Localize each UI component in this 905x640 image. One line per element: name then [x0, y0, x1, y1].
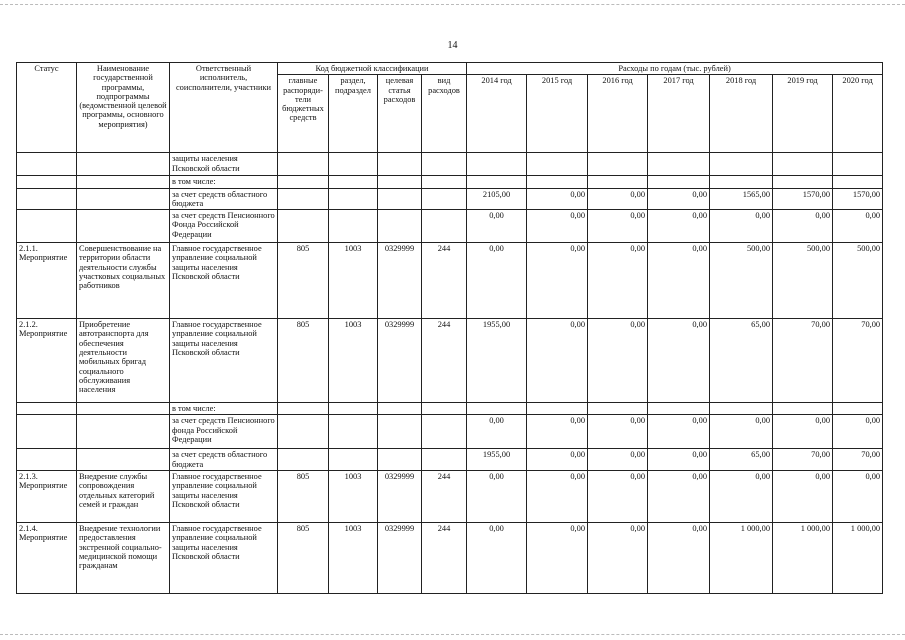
cell-kind	[422, 176, 467, 188]
cell-section	[329, 415, 378, 449]
cell-year-2017: 0,00	[648, 319, 710, 403]
cell-grbs	[278, 176, 329, 188]
cell-executor: за счет средств областного бюджета	[170, 449, 278, 471]
cell-status	[17, 449, 77, 471]
cell-executor: Главное государственное управление социальной защиты населения Псковской области	[170, 319, 278, 403]
cell-year-2016: 0,00	[588, 188, 648, 210]
cell-year-2018: 1 000,00	[710, 523, 773, 594]
table-body	[17, 153, 883, 594]
cell-status: 2.1.4. Мероприятие	[17, 523, 77, 594]
cell-year-2014: 0,00	[467, 523, 527, 594]
cell-year-2016: 0,00	[588, 449, 648, 471]
cell-article	[378, 188, 422, 210]
cell-status	[17, 176, 77, 188]
cell-year-2014: 1955,00	[467, 319, 527, 403]
cell-year-2020: 70,00	[833, 449, 883, 471]
cell-year-2015: 0,00	[527, 188, 588, 210]
cell-section	[329, 176, 378, 188]
cell-status	[17, 153, 77, 176]
cell-year-2019: 70,00	[773, 319, 833, 403]
cell-kind	[422, 210, 467, 243]
cell-year-2016: 0,00	[588, 471, 648, 523]
cell-year-2014	[467, 176, 527, 188]
cell-year-2015: 0,00	[527, 243, 588, 319]
table-row	[17, 188, 883, 210]
cell-section: 1003	[329, 243, 378, 319]
cell-executor: Главное государственное управление социальной защиты населения Псковской области	[170, 243, 278, 319]
cell-section	[329, 449, 378, 471]
header-name: Наименование государственной программы, подпрограммы (ведомственной целевой программы, основного мероприятия)	[77, 63, 170, 153]
cell-year-2015: 0,00	[527, 415, 588, 449]
cell-year-2020: 0,00	[833, 471, 883, 523]
cell-year-2016	[588, 153, 648, 176]
cell-year-2019	[773, 176, 833, 188]
cell-year-2016: 0,00	[588, 523, 648, 594]
table-row	[17, 319, 883, 403]
cell-section: 1003	[329, 319, 378, 403]
cell-kind	[422, 449, 467, 471]
cell-year-2020	[833, 153, 883, 176]
cell-year-2018: 65,00	[710, 319, 773, 403]
header-article: целевая статья расходов	[378, 75, 422, 153]
cell-article: 0329999	[378, 471, 422, 523]
top-scan-edge	[0, 4, 905, 5]
cell-name: Внедрение технологии предоставления экстренной социально-медицинской помощи гражданам	[77, 523, 170, 594]
cell-year-2020: 0,00	[833, 210, 883, 243]
cell-section	[329, 210, 378, 243]
cell-year-2019: 500,00	[773, 243, 833, 319]
table-row	[17, 176, 883, 188]
cell-year-2015	[527, 153, 588, 176]
cell-name: Внедрение службы сопровождения отдельных категорий семей и граждан	[77, 471, 170, 523]
cell-grbs	[278, 210, 329, 243]
cell-year-2019: 0,00	[773, 471, 833, 523]
cell-year-2020: 1 000,00	[833, 523, 883, 594]
header-year-2019: 2019 год	[773, 75, 833, 153]
page-number: 14	[447, 40, 458, 51]
cell-name	[77, 449, 170, 471]
header-year-2014: 2014 год	[467, 75, 527, 153]
cell-executor: за счет средств Пенсионного Фонда Российской Федерации	[170, 210, 278, 243]
table-header	[17, 63, 883, 153]
cell-year-2016: 0,00	[588, 319, 648, 403]
table-row	[17, 415, 883, 449]
cell-grbs: 805	[278, 243, 329, 319]
header-year-2015: 2015 год	[527, 75, 588, 153]
table-row	[17, 243, 883, 319]
cell-kind	[422, 153, 467, 176]
cell-year-2019: 70,00	[773, 449, 833, 471]
cell-grbs	[278, 415, 329, 449]
cell-section: 1003	[329, 523, 378, 594]
cell-kind: 244	[422, 471, 467, 523]
cell-kind: 244	[422, 523, 467, 594]
cell-status	[17, 188, 77, 210]
cell-year-2018: 0,00	[710, 415, 773, 449]
table-row	[17, 471, 883, 523]
cell-name	[77, 153, 170, 176]
cell-grbs	[278, 449, 329, 471]
header-section: раздел, подраздел	[329, 75, 378, 153]
cell-year-2014: 0,00	[467, 415, 527, 449]
cell-status	[17, 415, 77, 449]
cell-year-2020: 1570,00	[833, 188, 883, 210]
cell-section: 1003	[329, 471, 378, 523]
cell-status	[17, 403, 77, 415]
cell-year-2016: 0,00	[588, 415, 648, 449]
cell-year-2017	[648, 403, 710, 415]
cell-year-2015: 0,00	[527, 449, 588, 471]
table-row	[17, 403, 883, 415]
cell-year-2017	[648, 176, 710, 188]
cell-year-2014	[467, 153, 527, 176]
cell-year-2015: 0,00	[527, 319, 588, 403]
cell-year-2015: 0,00	[527, 523, 588, 594]
cell-article	[378, 403, 422, 415]
cell-name	[77, 403, 170, 415]
cell-year-2019	[773, 153, 833, 176]
cell-year-2019: 0,00	[773, 415, 833, 449]
table-row	[17, 153, 883, 176]
cell-year-2014: 1955,00	[467, 449, 527, 471]
cell-kind	[422, 403, 467, 415]
header-bk-group: Код бюджетной классификации	[278, 63, 467, 75]
cell-year-2015: 0,00	[527, 471, 588, 523]
cell-article	[378, 153, 422, 176]
header-year-2016: 2016 год	[588, 75, 648, 153]
cell-executor: Главное государственное управление социальной защиты населения Псковской области	[170, 471, 278, 523]
cell-year-2020	[833, 176, 883, 188]
cell-year-2014	[467, 403, 527, 415]
cell-executor: защиты населения Псковской области	[170, 153, 278, 176]
cell-year-2014: 2105,00	[467, 188, 527, 210]
cell-year-2019: 1570,00	[773, 188, 833, 210]
cell-executor: в том числе:	[170, 176, 278, 188]
table-row	[17, 449, 883, 471]
cell-year-2018	[710, 403, 773, 415]
cell-executor: за счет средств областного бюджета	[170, 188, 278, 210]
cell-year-2020: 70,00	[833, 319, 883, 403]
cell-year-2018	[710, 176, 773, 188]
cell-name: Совершенствование на территории области деятельности службы участковых социальных работников	[77, 243, 170, 319]
cell-year-2020	[833, 403, 883, 415]
cell-year-2017	[648, 153, 710, 176]
header-kind: вид расходов	[422, 75, 467, 153]
cell-executor: за счет средств Пенсионного фонда Российской Федерации	[170, 415, 278, 449]
cell-grbs	[278, 188, 329, 210]
cell-year-2016: 0,00	[588, 243, 648, 319]
header-status: Статус	[17, 63, 77, 153]
cell-year-2018: 65,00	[710, 449, 773, 471]
cell-status	[17, 210, 77, 243]
cell-year-2020: 500,00	[833, 243, 883, 319]
cell-executor: в том числе:	[170, 403, 278, 415]
cell-year-2018: 500,00	[710, 243, 773, 319]
cell-kind	[422, 415, 467, 449]
cell-year-2017: 0,00	[648, 523, 710, 594]
cell-article	[378, 449, 422, 471]
header-expenses-group: Расходы по годам (тыс. рублей)	[467, 63, 883, 75]
cell-year-2017: 0,00	[648, 243, 710, 319]
cell-status: 2.1.1. Мероприятие	[17, 243, 77, 319]
header-executor: Ответственный исполнитель, соисполнители, участники	[170, 63, 278, 153]
bottom-scan-edge	[0, 634, 905, 635]
cell-year-2019: 0,00	[773, 210, 833, 243]
cell-year-2019: 1 000,00	[773, 523, 833, 594]
cell-grbs: 805	[278, 319, 329, 403]
cell-kind: 244	[422, 319, 467, 403]
cell-year-2014: 0,00	[467, 471, 527, 523]
cell-name	[77, 415, 170, 449]
cell-grbs	[278, 403, 329, 415]
cell-article	[378, 176, 422, 188]
cell-name	[77, 188, 170, 210]
cell-year-2015	[527, 403, 588, 415]
cell-section	[329, 403, 378, 415]
cell-year-2020: 0,00	[833, 415, 883, 449]
cell-year-2018	[710, 153, 773, 176]
cell-article	[378, 415, 422, 449]
cell-grbs: 805	[278, 523, 329, 594]
cell-year-2018: 0,00	[710, 210, 773, 243]
header-year-2020: 2020 год	[833, 75, 883, 153]
cell-section	[329, 188, 378, 210]
cell-article: 0329999	[378, 319, 422, 403]
cell-year-2018: 0,00	[710, 471, 773, 523]
cell-year-2015	[527, 176, 588, 188]
cell-article: 0329999	[378, 243, 422, 319]
cell-kind	[422, 188, 467, 210]
cell-year-2017: 0,00	[648, 188, 710, 210]
cell-executor: Главное государственное управление социальной защиты населения Псковской области	[170, 523, 278, 594]
cell-year-2014: 0,00	[467, 243, 527, 319]
cell-status: 2.1.2. Мероприятие	[17, 319, 77, 403]
header-year-2017: 2017 год	[648, 75, 710, 153]
cell-year-2016	[588, 403, 648, 415]
cell-year-2014: 0,00	[467, 210, 527, 243]
cell-article	[378, 210, 422, 243]
cell-year-2018: 1565,00	[710, 188, 773, 210]
header-grbs: главные распоряди-тели бюджетных средств	[278, 75, 329, 153]
cell-year-2017: 0,00	[648, 471, 710, 523]
cell-status: 2.1.3. Мероприятие	[17, 471, 77, 523]
cell-section	[329, 153, 378, 176]
budget-table	[16, 62, 883, 594]
cell-article: 0329999	[378, 523, 422, 594]
cell-year-2016	[588, 176, 648, 188]
cell-year-2017: 0,00	[648, 415, 710, 449]
cell-name: Приобретение автотранспорта для обеспечения деятельности мобильных бригад социального обслуживания населения	[77, 319, 170, 403]
header-year-2018: 2018 год	[710, 75, 773, 153]
cell-name	[77, 210, 170, 243]
cell-kind: 244	[422, 243, 467, 319]
cell-year-2019	[773, 403, 833, 415]
cell-grbs	[278, 153, 329, 176]
table-row	[17, 523, 883, 594]
cell-grbs: 805	[278, 471, 329, 523]
cell-year-2016: 0,00	[588, 210, 648, 243]
cell-year-2017: 0,00	[648, 210, 710, 243]
cell-name	[77, 176, 170, 188]
table-row	[17, 210, 883, 243]
cell-year-2017: 0,00	[648, 449, 710, 471]
cell-year-2015: 0,00	[527, 210, 588, 243]
